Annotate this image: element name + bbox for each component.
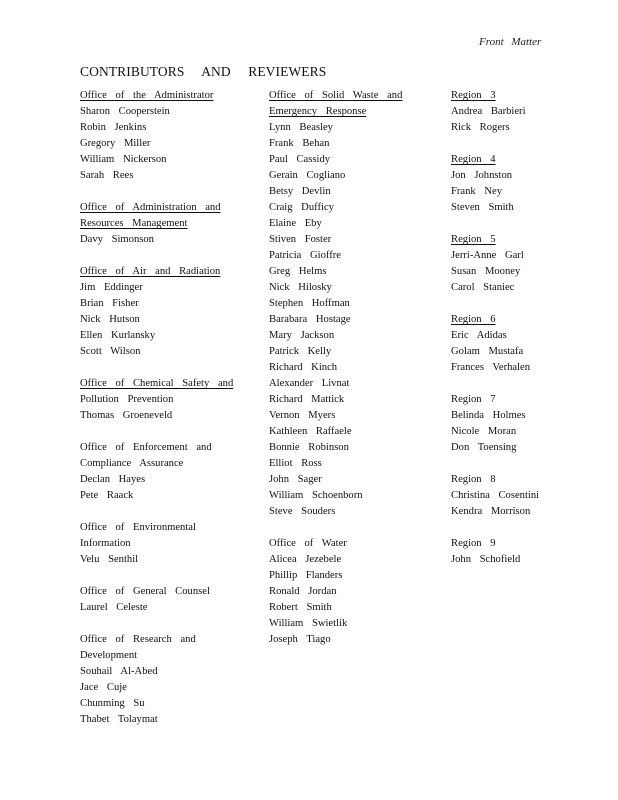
contributor-name: Patrick Kelly [269, 346, 332, 357]
contributor-group [80, 584, 260, 616]
contributor-name: Nick Hutson [80, 314, 140, 325]
contributor-name: Davy Simonson [80, 234, 154, 245]
group-heading: Office of Water [269, 538, 347, 549]
contributor-group [80, 520, 260, 568]
contributor-name: Jace Cuje [80, 682, 127, 693]
column-2 [269, 88, 444, 664]
contributor-name: Elliot Ross [269, 458, 322, 469]
contributor-group [80, 88, 260, 184]
contributor-name: Laurel Celeste [80, 602, 148, 613]
contributor-group [80, 264, 260, 360]
contributor-name: Richard Mattick [269, 394, 345, 405]
contributor-name: Jon Johnston [451, 170, 513, 181]
contributor-name: Robin Jenkins [80, 122, 147, 133]
contributor-name: Gerain Cogliano [269, 170, 346, 181]
group-heading: Emergency Response [269, 106, 367, 117]
contributor-name: Phillip Flanders [269, 570, 343, 581]
contributor-name: John Schofield [451, 554, 521, 565]
contributor-name: Steven Smith [451, 202, 514, 213]
column-3 [451, 88, 601, 584]
contributor-name: Alicea Jezebele [269, 554, 342, 565]
contributor-name: Gregory Miller [80, 138, 151, 149]
group-heading: Development [80, 650, 138, 661]
contributor-name: Susan Mooney [451, 266, 521, 277]
contributor-name: Frances Verhalen [451, 362, 531, 373]
group-heading: Resources Management [80, 218, 188, 229]
contributor-group [451, 232, 601, 296]
contributor-name: Belinda Holmes [451, 410, 526, 421]
contributor-name: Alexander Livnat [269, 378, 350, 389]
group-heading: Region 8 [451, 474, 496, 485]
contributor-name: Barabara Hostage [269, 314, 351, 325]
contributor-name: Elaine Eby [269, 218, 322, 229]
group-heading: Office of Enforcement and [80, 442, 212, 453]
column-1 [80, 88, 260, 744]
running-header: Front Matter [479, 36, 542, 48]
contributor-group [80, 200, 260, 248]
contributor-group [451, 472, 601, 520]
contributor-name: Ellen Kurlansky [80, 330, 156, 341]
contributor-name: Souhail Al-Abed [80, 666, 158, 677]
contributor-name: Carol Staniec [451, 282, 515, 293]
group-heading: Office of Research and [80, 634, 196, 645]
group-heading: Compliance Assurance [80, 458, 184, 469]
page-title: CONTRIBUTORS AND REVIEWERS [80, 64, 327, 79]
contributor-name: Thomas Groeneveld [80, 410, 173, 421]
group-heading: Office of Air and Radiation [80, 266, 221, 277]
contributor-name: William Swietlik [269, 618, 348, 629]
contributor-name: William Schoenborn [269, 490, 363, 501]
contributor-name: Stiven Foster [269, 234, 332, 245]
contributor-name: Kendra Morrison [451, 506, 531, 517]
group-heading: Region 7 [451, 394, 496, 405]
contributor-group [451, 392, 601, 456]
contributor-name: Nicole Moran [451, 426, 517, 437]
contributor-name: Richard Kinch [269, 362, 338, 373]
contributor-name: Vernon Myers [269, 410, 336, 421]
contributor-name: Pete Raack [80, 490, 134, 501]
contributor-name: Sarah Rees [80, 170, 134, 181]
contributor-name: Craig Dufficy [269, 202, 334, 213]
contributor-name: Kathleen Raffaele [269, 426, 352, 437]
group-heading: Pollution Prevention [80, 394, 174, 405]
contributor-name: Declan Hayes [80, 474, 146, 485]
contributor-name: Stephen Hoffman [269, 298, 350, 309]
contributor-name: Frank Ney [451, 186, 503, 197]
contributor-name: Greg Helms [269, 266, 327, 277]
contributor-name: Eric Adidas [451, 330, 507, 341]
group-heading: Office of General Counsel [80, 586, 210, 597]
contributor-group [451, 152, 601, 216]
contributor-name: Robert Smith [269, 602, 332, 613]
contributor-name: Ronald Jordan [269, 586, 337, 597]
group-heading: Office of Administration and [80, 202, 221, 213]
contributor-name: Joseph Tiago [269, 634, 331, 645]
group-heading: Office of Solid Waste and [269, 90, 403, 101]
contributor-name: Chunming Su [80, 698, 145, 709]
contributor-group [269, 88, 444, 520]
contributor-name: William Nickerson [80, 154, 167, 165]
group-heading: Region 3 [451, 90, 496, 101]
contributor-name: Sharon Cooperstein [80, 106, 170, 117]
contributor-group [269, 536, 444, 648]
contributor-name: Paul Cassidy [269, 154, 331, 165]
contributor-group [451, 88, 601, 136]
contributor-name: Scott Wilson [80, 346, 141, 357]
contributor-name: Christina Cosentini [451, 490, 540, 501]
contributor-name: Frank Behan [269, 138, 330, 149]
group-heading: Information [80, 538, 131, 549]
contributor-name: Velu Senthil [80, 554, 139, 565]
contributor-name: Jim Eddinger [80, 282, 143, 293]
contributor-name: Andrea Barbieri [451, 106, 526, 117]
contributor-name: Thabet Tolaymat [80, 714, 158, 725]
contributor-group [451, 536, 601, 568]
contributor-name: Golam Mustafa [451, 346, 524, 357]
contributor-name: Nick Hilosky [269, 282, 332, 293]
contributor-name: Mary Jackson [269, 330, 335, 341]
contributor-name: Steve Souders [269, 506, 336, 517]
contributor-group [451, 312, 601, 376]
contributor-name: Lynn Beasley [269, 122, 333, 133]
group-heading: Region 4 [451, 154, 496, 165]
group-heading: Region 5 [451, 234, 496, 245]
contributor-group [80, 376, 260, 424]
contributor-name: John Sager [269, 474, 322, 485]
contributor-name: Jerri-Anne Garl [451, 250, 524, 261]
contributor-name: Don Toensing [451, 442, 517, 453]
contributor-name: Betsy Devlin [269, 186, 331, 197]
group-heading: Office of the Administrator [80, 90, 214, 101]
contributor-name: Bonnie Robinson [269, 442, 349, 453]
contributor-group [80, 632, 260, 728]
contributor-group [80, 440, 260, 504]
group-heading: Region 6 [451, 314, 496, 325]
group-heading: Office of Chemical Safety and [80, 378, 234, 389]
group-heading: Office of Environmental [80, 522, 196, 533]
contributor-name: Brian Fisher [80, 298, 139, 309]
contributor-name: Patricia Gioffre [269, 250, 341, 261]
contributor-name: Rick Rogers [451, 122, 510, 133]
group-heading: Region 9 [451, 538, 496, 549]
